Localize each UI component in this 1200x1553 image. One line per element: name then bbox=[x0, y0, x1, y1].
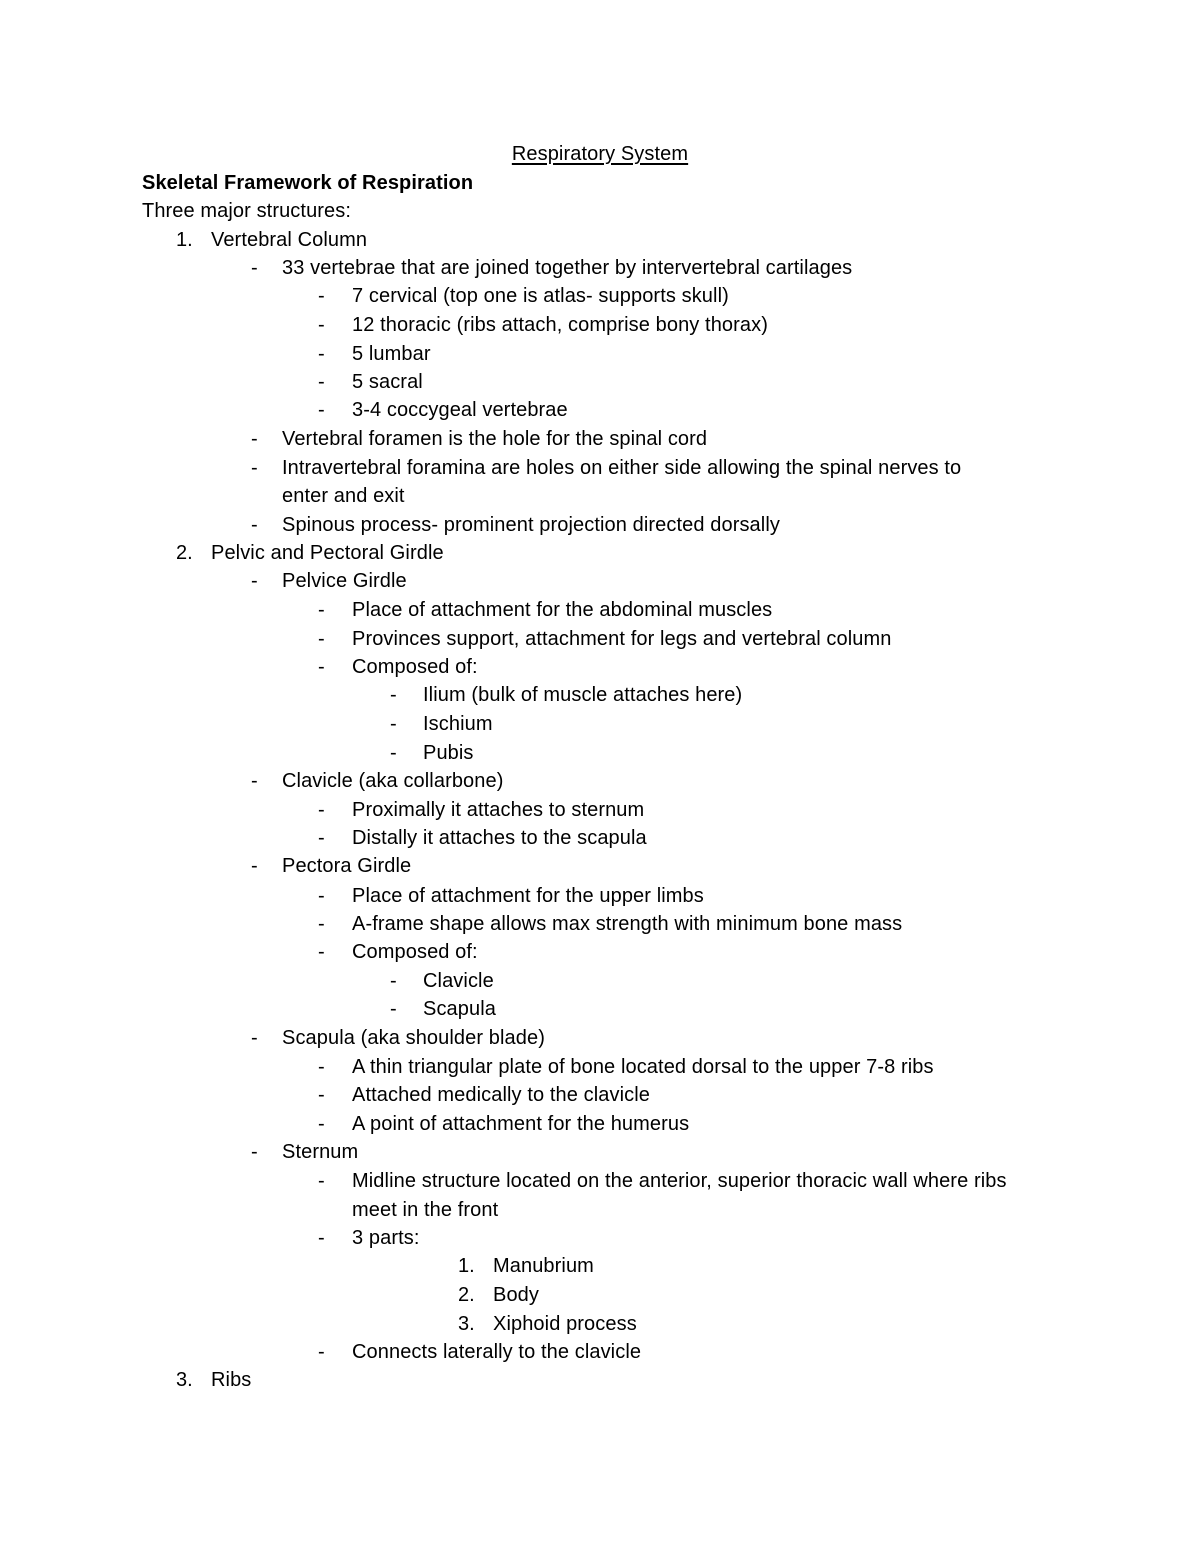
bullet-dash: - bbox=[251, 257, 258, 279]
list-item: Provinces support, attachment for legs and vertebral column bbox=[352, 628, 892, 650]
bullet-dash: - bbox=[318, 628, 325, 650]
bullet-dash: - bbox=[251, 514, 258, 536]
list-item: Connects laterally to the clavicle bbox=[352, 1341, 642, 1363]
list-item: Place of attachment for the abdominal muscles bbox=[352, 599, 773, 621]
list-item: Distally it attaches to the scapula bbox=[352, 827, 647, 849]
list-item: Pectora Girdle bbox=[282, 855, 412, 877]
list-item: Proximally it attaches to sternum bbox=[352, 799, 645, 821]
bullet-dash: - bbox=[318, 285, 325, 307]
bullet-dash: - bbox=[251, 457, 258, 479]
list-item: Ischium bbox=[423, 713, 493, 735]
list-item: Scapula (aka shoulder blade) bbox=[282, 1027, 545, 1049]
section-heading: Skeletal Framework of Respiration bbox=[142, 172, 474, 194]
bullet-dash: - bbox=[318, 1170, 325, 1192]
bullet-dash: - bbox=[318, 1341, 325, 1363]
bullet-dash: - bbox=[251, 1141, 258, 1163]
bullet-dash: - bbox=[318, 371, 325, 393]
bullet-dash: - bbox=[318, 656, 325, 678]
list-item: Body bbox=[493, 1284, 539, 1306]
list-item: Intravertebral foramina are holes on either side allowing the spinal nerves to bbox=[282, 457, 962, 479]
section-label: Vertebral Column bbox=[211, 229, 368, 251]
list-item: Pelvice Girdle bbox=[282, 570, 407, 592]
list-item: A point of attachment for the humerus bbox=[352, 1113, 690, 1135]
bullet-dash: - bbox=[318, 827, 325, 849]
bullet-dash: - bbox=[251, 570, 258, 592]
list-number: 3. bbox=[458, 1313, 475, 1335]
list-item: 12 thoracic (ribs attach, comprise bony thorax) bbox=[352, 314, 768, 336]
bullet-dash: - bbox=[318, 885, 325, 907]
bullet-dash: - bbox=[390, 713, 397, 735]
list-item: A-frame shape allows max strength with minimum bone mass bbox=[352, 913, 903, 935]
bullet-dash: - bbox=[390, 742, 397, 764]
list-item: Clavicle bbox=[423, 970, 494, 992]
list-item: Vertebral foramen is the hole for the spinal cord bbox=[282, 428, 708, 450]
bullet-dash: - bbox=[318, 399, 325, 421]
bullet-dash: - bbox=[390, 684, 397, 706]
list-item: Manubrium bbox=[493, 1255, 594, 1277]
bullet-dash: - bbox=[251, 855, 258, 877]
bullet-dash: - bbox=[251, 1027, 258, 1049]
bullet-dash: - bbox=[251, 770, 258, 792]
list-item: 7 cervical (top one is atlas- supports skull) bbox=[352, 285, 729, 307]
list-item: A thin triangular plate of bone located dorsal to the upper 7-8 ribs bbox=[352, 1056, 934, 1078]
bullet-dash: - bbox=[390, 998, 397, 1020]
bullet-dash: - bbox=[318, 913, 325, 935]
list-item-continuation: meet in the front bbox=[352, 1199, 499, 1221]
bullet-dash: - bbox=[318, 314, 325, 336]
section-label: Ribs bbox=[211, 1369, 252, 1391]
list-item: 3 parts: bbox=[352, 1227, 420, 1249]
list-number: 1. bbox=[458, 1255, 475, 1277]
list-item: Ilium (bulk of muscle attaches here) bbox=[423, 684, 743, 706]
list-number: 1. bbox=[176, 229, 193, 251]
section-label: Pelvic and Pectoral Girdle bbox=[211, 542, 444, 564]
list-item: Spinous process- prominent projection directed dorsally bbox=[282, 514, 780, 536]
list-item: Pubis bbox=[423, 742, 474, 764]
page-title: Respiratory System bbox=[511, 143, 689, 165]
bullet-dash: - bbox=[318, 343, 325, 365]
bullet-dash: - bbox=[318, 599, 325, 621]
list-item: Composed of: bbox=[352, 656, 478, 678]
list-item: 5 sacral bbox=[352, 371, 423, 393]
list-item: 3-4 coccygeal vertebrae bbox=[352, 399, 568, 421]
list-item: 5 lumbar bbox=[352, 343, 431, 365]
list-item: Sternum bbox=[282, 1141, 359, 1163]
list-item: Attached medically to the clavicle bbox=[352, 1084, 650, 1106]
list-item-continuation: enter and exit bbox=[282, 485, 405, 507]
bullet-dash: - bbox=[318, 1084, 325, 1106]
bullet-dash: - bbox=[318, 941, 325, 963]
list-item: Composed of: bbox=[352, 941, 478, 963]
bullet-dash: - bbox=[318, 1113, 325, 1135]
list-item: Scapula bbox=[423, 998, 496, 1020]
bullet-dash: - bbox=[318, 1227, 325, 1249]
bullet-dash: - bbox=[390, 970, 397, 992]
list-item: Place of attachment for the upper limbs bbox=[352, 885, 704, 907]
list-item: Midline structure located on the anterior, superior thoracic wall where ribs bbox=[352, 1170, 1007, 1192]
list-item: 33 vertebrae that are joined together by intervertebral cartilages bbox=[282, 257, 853, 279]
list-item: Clavicle (aka collarbone) bbox=[282, 770, 504, 792]
list-number: 2. bbox=[458, 1284, 475, 1306]
list-number: 3. bbox=[176, 1369, 193, 1391]
list-item: Xiphoid process bbox=[493, 1313, 637, 1335]
intro-text: Three major structures: bbox=[142, 200, 352, 222]
bullet-dash: - bbox=[318, 1056, 325, 1078]
list-number: 2. bbox=[176, 542, 193, 564]
bullet-dash: - bbox=[251, 428, 258, 450]
bullet-dash: - bbox=[318, 799, 325, 821]
